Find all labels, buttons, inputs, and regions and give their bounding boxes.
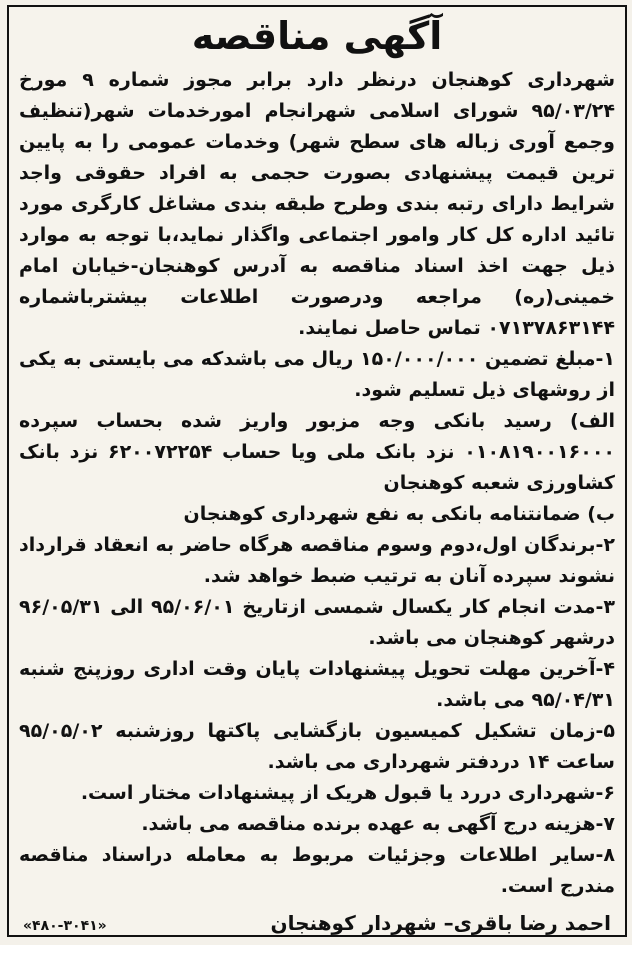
item-1: ۱-مبلغ تضمین ۱۵۰/۰۰۰/۰۰۰ ریال می باشدکه می بایستی به یکی از روشهای ذیل تسلیم شود. (19, 348, 615, 401)
item-2: ۲-برندگان اول،دوم وسوم مناقصه هرگاه حاضر به انعقاد قرارداد نشوند سپرده آنان به ترتیب ضبط خواهد شد. (19, 534, 615, 587)
notice-title: آگهی مناقصه (191, 14, 443, 58)
page-bottom-strip (0, 945, 632, 965)
intro-paragraph: شهرداری کوهنجان درنظر دارد برابر مجوز شماره ۹ مورخ ۹۵/۰۳/۲۴ شورای اسلامی شهرانجام امورخدمات شهر(تنظیف وجمع آوری زباله های سطح شهر) وخدمات عمومی را به پایین ترین قیمت پیشنهادی بصورت حجمی به افراد حقوقی واجد شرایط دارای رتبه بندی وطرح طبقه بندی مشاغل کارگری مورد تائید اداره کل کار وامور اجتماعی واگذار نماید،با توجه به موارد ذیل جهت اخذ اسناد مناقصه به آدرس کوهنجان-خیابان امام خمینی(ره) مراجعه ودرصورت اطلاعات بیشترباشماره ۰۷۱۳۷۸۶۳۱۴۴ تماس حاصل نمایند. (19, 69, 616, 339)
item-4: ۴-آخرین مهلت تحویل پیشنهادات پایان وقت اداری روزپنج شنبه ۹۵/۰۴/۳۱ می باشد. (19, 658, 615, 711)
tender-notice-box (7, 5, 627, 937)
item-1-b: ب) ضمانتنامه بانکی به نفع شهرداری کوهنجان (183, 503, 615, 525)
item-8: ۸-سایر اطلاعات وجزئیات مربوط به معامله دراسناد مناقصه مندرج است. (19, 844, 615, 897)
signature-line: احمد رضا باقری– شهردار کوهنجان (270, 911, 611, 935)
item-5: ۵-زمان تشکیل کمیسیون بازگشایی پاکتها روزشنبه ۹۵/۰۵/۰۲ ساعت ۱۴ دردفتر شهرداری می باشد. (19, 720, 615, 773)
notice-body (19, 65, 615, 902)
item-6: ۶-شهرداری دررد یا قبول هریک از پیشنهادات مختار است. (80, 782, 615, 804)
item-1-a: الف) رسید بانکی وجه مزبور واریز شده بحساب سپرده ۰۱۰۸۱۹۰۰۱۶۰۰۰ نزد بانک ملی ویا حساب ۶۲۰۰۷۲۲۵۴ نزد بانک کشاورزی شعبه کوهنجان (19, 410, 616, 494)
item-3: ۳-مدت انجام کار یکسال شمسی ازتاریخ ۹۵/۰۶/۰۱ الی ۹۶/۰۵/۳۱ درشهر کوهنجان می باشد. (19, 596, 615, 649)
notice-footer (23, 911, 611, 935)
item-7: ۷-هزینه درج آگهی به عهده برنده مناقصه می باشد. (141, 813, 615, 835)
ad-code: «۴۸۰-۳۰۴۱» (23, 918, 107, 934)
